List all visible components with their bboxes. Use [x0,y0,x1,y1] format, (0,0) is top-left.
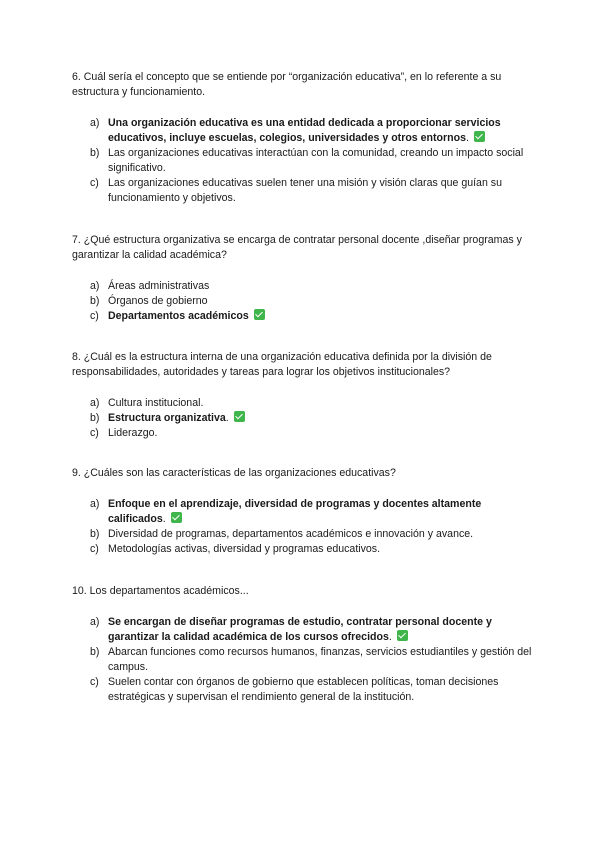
question-text: 7. ¿Qué estructura organizativa se encarga de contratar personal docente ,diseñar programas y garantizar la calidad académica? [72,234,522,261]
option-b [72,411,532,426]
option-a [72,497,532,527]
option-letter: b) [90,528,100,540]
option-text: Áreas administrativas [108,280,210,292]
check-mark-icon [171,512,182,523]
option-text: Una organización educativa es una entidad dedicada a proporcionar servicios educativos, incluye escuelas, colegios, universidades y otros entornos [108,117,501,144]
question-text: 6. Cuál sería el concepto que se entiende por “organización educativa”, en lo referente a su estructura y funcionamiento. [72,71,502,98]
question-7 [72,233,532,324]
option-b [72,527,532,542]
option-letter: b) [90,295,100,307]
question-text: 10. Los departamentos académicos... [72,585,249,597]
option-text: Enfoque en el aprendizaje, diversidad de programas y docentes altamente calificados [108,498,482,525]
option-text: Cultura institucional. [108,397,204,409]
question-text: 8. ¿Cuál es la estructura interna de una organización educativa definida por la división de responsabilidades, autoridades y tareas para lograr los objetivos institucionales? [72,351,492,378]
option-text: Liderazgo. [108,427,158,439]
option-c [72,675,532,705]
check-mark-icon [397,630,408,641]
option-c [72,426,532,441]
check-mark-icon [234,411,245,422]
option-text: Suelen contar con órganos de gobierno que establecen políticas, toman decisiones estratégicas y supervisan el rendimiento general de la institución. [108,676,499,703]
option-list [72,279,532,324]
question-9 [72,466,532,557]
check-mark-icon [254,309,265,320]
option-letter: b) [90,412,100,424]
option-suffix: . [225,412,229,424]
option-c [72,309,532,324]
option-list [72,615,532,705]
question-text: 9. ¿Cuáles son las características de las organizaciones educativas? [72,467,396,479]
option-text: Órganos de gobierno [108,295,208,307]
option-a [72,396,532,411]
option-letter: b) [90,147,100,159]
option-list [72,497,532,557]
option-text: Las organizaciones educativas suelen tener una misión y visión claras que guían su funcionamiento y objetivos. [108,177,502,204]
option-text: Abarcan funciones como recursos humanos, finanzas, servicios estudiantiles y gestión del campus. [108,646,532,673]
option-letter: c) [90,177,99,189]
option-b [72,645,532,675]
option-a [72,279,532,294]
option-text: Las organizaciones educativas interactúan con la comunidad, creando un impacto social significativo. [108,147,524,174]
option-text: Estructura organizativa [108,412,226,424]
option-list [72,396,532,441]
question-10 [72,584,532,705]
option-a [72,615,532,645]
option-letter: a) [90,616,100,628]
option-list [72,116,532,206]
option-letter: c) [90,543,99,555]
option-b [72,146,532,176]
question-6 [72,70,532,206]
option-c [72,542,532,557]
option-letter: a) [90,498,100,510]
option-suffix: . [465,132,469,144]
check-mark-icon [474,131,485,142]
option-c [72,176,532,206]
option-b [72,294,532,309]
option-letter: b) [90,646,100,658]
option-a [72,116,532,146]
option-letter: c) [90,427,99,439]
option-letter: a) [90,280,100,292]
option-text: Se encargan de diseñar programas de estudio, contratar personal docente y garantizar la calidad académica de los cursos ofrecidos [108,616,492,643]
question-8 [72,350,532,441]
option-letter: c) [90,310,99,322]
option-suffix: . [162,513,166,525]
option-text: Diversidad de programas, departamentos académicos e innovación y avance. [108,528,474,540]
option-letter: a) [90,397,100,409]
option-suffix: . [388,631,392,643]
option-text: Metodologías activas, diversidad y programas educativos. [108,543,381,555]
option-letter: c) [90,676,99,688]
option-text: Departamentos académicos [108,310,249,322]
option-letter: a) [90,117,100,129]
